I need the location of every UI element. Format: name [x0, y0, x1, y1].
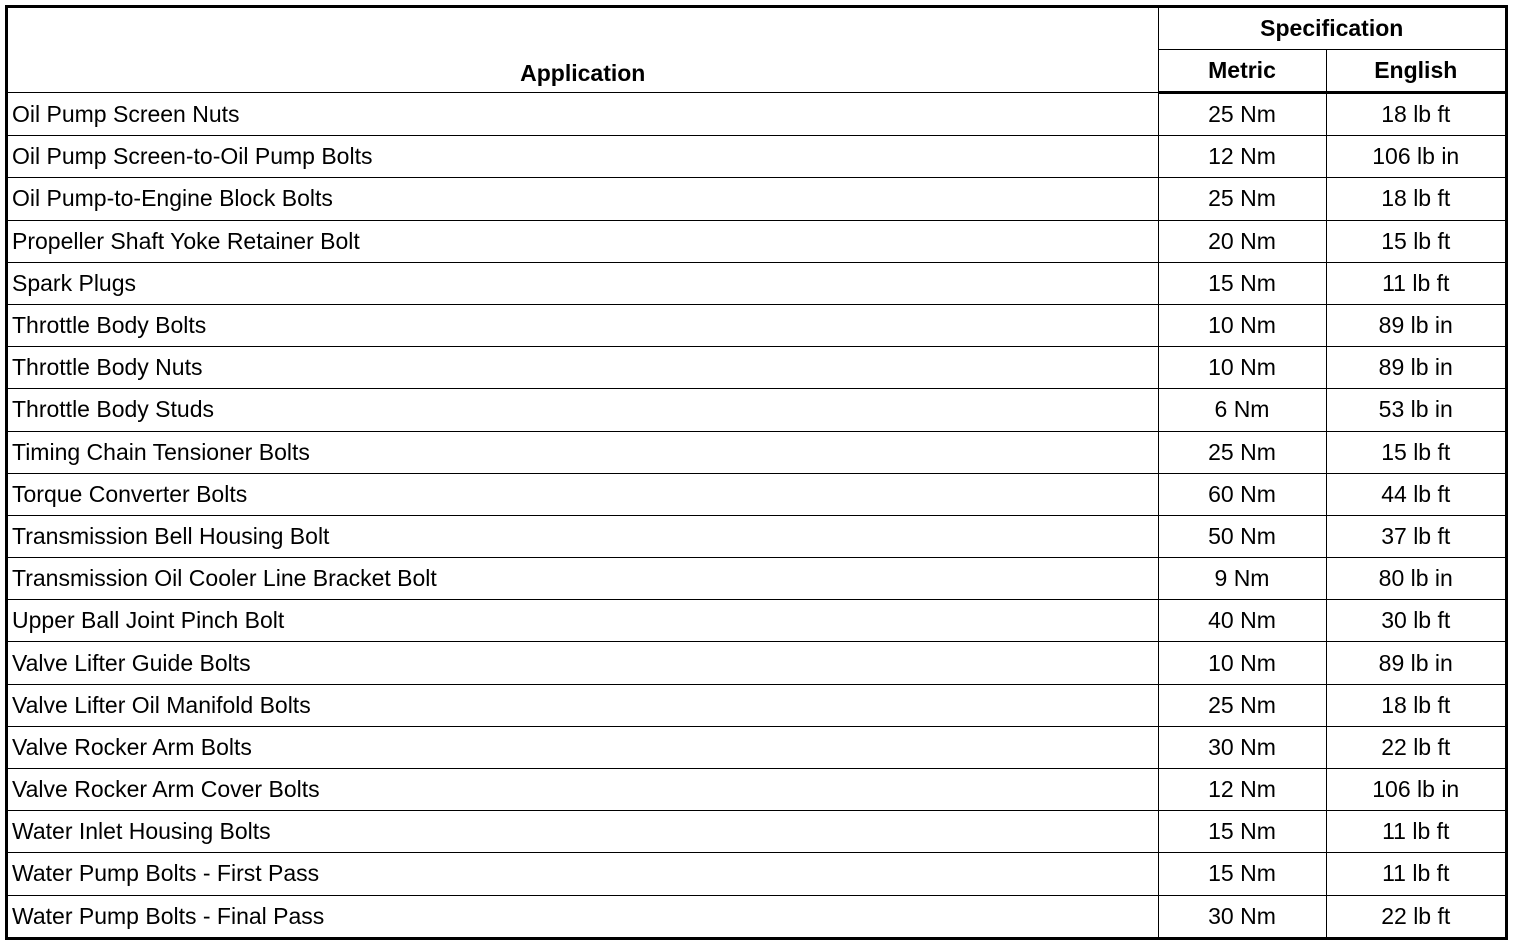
header-row-top [8, 8, 1505, 50]
metric-cell: 15 Nm [1158, 262, 1326, 304]
application-cell: Throttle Body Bolts [8, 304, 1158, 346]
application-cell: Valve Rocker Arm Cover Bolts [8, 769, 1158, 811]
table-row [8, 895, 1505, 937]
table-row [8, 431, 1505, 473]
table-row [8, 262, 1505, 304]
application-cell: Transmission Bell Housing Bolt [8, 515, 1158, 557]
metric-cell: 6 Nm [1158, 389, 1326, 431]
application-cell: Transmission Oil Cooler Line Bracket Bolt [8, 558, 1158, 600]
metric-cell: 25 Nm [1158, 431, 1326, 473]
metric-cell: 50 Nm [1158, 515, 1326, 557]
metric-cell: 30 Nm [1158, 726, 1326, 768]
metric-cell: 25 Nm [1158, 684, 1326, 726]
table-row [8, 136, 1505, 178]
metric-header: Metric [1158, 50, 1326, 93]
application-header: Application [8, 8, 1158, 93]
english-cell: 53 lb in [1326, 389, 1505, 431]
table-row [8, 769, 1505, 811]
english-cell: 80 lb in [1326, 558, 1505, 600]
metric-cell: 40 Nm [1158, 600, 1326, 642]
metric-cell: 10 Nm [1158, 642, 1326, 684]
table-row [8, 515, 1505, 557]
specification-header: Specification [1158, 8, 1505, 50]
application-cell: Oil Pump-to-Engine Block Bolts [8, 178, 1158, 220]
english-cell: 89 lb in [1326, 347, 1505, 389]
english-cell: 15 lb ft [1326, 431, 1505, 473]
table-row [8, 473, 1505, 515]
application-cell: Throttle Body Studs [8, 389, 1158, 431]
application-cell: Timing Chain Tensioner Bolts [8, 431, 1158, 473]
metric-cell: 12 Nm [1158, 136, 1326, 178]
english-cell: 11 lb ft [1326, 811, 1505, 853]
english-cell: 89 lb in [1326, 304, 1505, 346]
metric-cell: 25 Nm [1158, 93, 1326, 136]
metric-cell: 9 Nm [1158, 558, 1326, 600]
english-cell: 106 lb in [1326, 769, 1505, 811]
english-cell: 22 lb ft [1326, 895, 1505, 937]
english-cell: 18 lb ft [1326, 93, 1505, 136]
metric-cell: 10 Nm [1158, 347, 1326, 389]
english-cell: 11 lb ft [1326, 262, 1505, 304]
metric-cell: 12 Nm [1158, 769, 1326, 811]
table-body [8, 93, 1505, 938]
table-row [8, 811, 1505, 853]
table-row [8, 389, 1505, 431]
metric-cell: 60 Nm [1158, 473, 1326, 515]
table-row [8, 853, 1505, 895]
metric-cell: 30 Nm [1158, 895, 1326, 937]
application-cell: Water Inlet Housing Bolts [8, 811, 1158, 853]
table-row [8, 93, 1505, 136]
application-cell: Throttle Body Nuts [8, 347, 1158, 389]
table-row [8, 642, 1505, 684]
application-cell: Valve Lifter Oil Manifold Bolts [8, 684, 1158, 726]
english-header: English [1326, 50, 1505, 93]
table-row [8, 178, 1505, 220]
table-row [8, 600, 1505, 642]
english-cell: 11 lb ft [1326, 853, 1505, 895]
english-cell: 15 lb ft [1326, 220, 1505, 262]
english-cell: 106 lb in [1326, 136, 1505, 178]
torque-spec-table-frame [5, 5, 1508, 940]
table-row [8, 347, 1505, 389]
english-cell: 30 lb ft [1326, 600, 1505, 642]
table-row [8, 220, 1505, 262]
application-cell: Oil Pump Screen-to-Oil Pump Bolts [8, 136, 1158, 178]
english-cell: 18 lb ft [1326, 684, 1505, 726]
table-row [8, 304, 1505, 346]
table-header [8, 8, 1505, 93]
application-cell: Torque Converter Bolts [8, 473, 1158, 515]
application-cell: Spark Plugs [8, 262, 1158, 304]
table-row [8, 558, 1505, 600]
application-cell: Valve Lifter Guide Bolts [8, 642, 1158, 684]
application-cell: Water Pump Bolts - First Pass [8, 853, 1158, 895]
application-cell: Propeller Shaft Yoke Retainer Bolt [8, 220, 1158, 262]
metric-cell: 25 Nm [1158, 178, 1326, 220]
table-row [8, 726, 1505, 768]
application-cell: Oil Pump Screen Nuts [8, 93, 1158, 136]
application-cell: Water Pump Bolts - Final Pass [8, 895, 1158, 937]
metric-cell: 20 Nm [1158, 220, 1326, 262]
english-cell: 22 lb ft [1326, 726, 1505, 768]
english-cell: 44 lb ft [1326, 473, 1505, 515]
english-cell: 18 lb ft [1326, 178, 1505, 220]
torque-spec-table [8, 8, 1505, 937]
application-cell: Upper Ball Joint Pinch Bolt [8, 600, 1158, 642]
metric-cell: 15 Nm [1158, 811, 1326, 853]
english-cell: 89 lb in [1326, 642, 1505, 684]
english-cell: 37 lb ft [1326, 515, 1505, 557]
metric-cell: 10 Nm [1158, 304, 1326, 346]
application-cell: Valve Rocker Arm Bolts [8, 726, 1158, 768]
table-row [8, 684, 1505, 726]
metric-cell: 15 Nm [1158, 853, 1326, 895]
